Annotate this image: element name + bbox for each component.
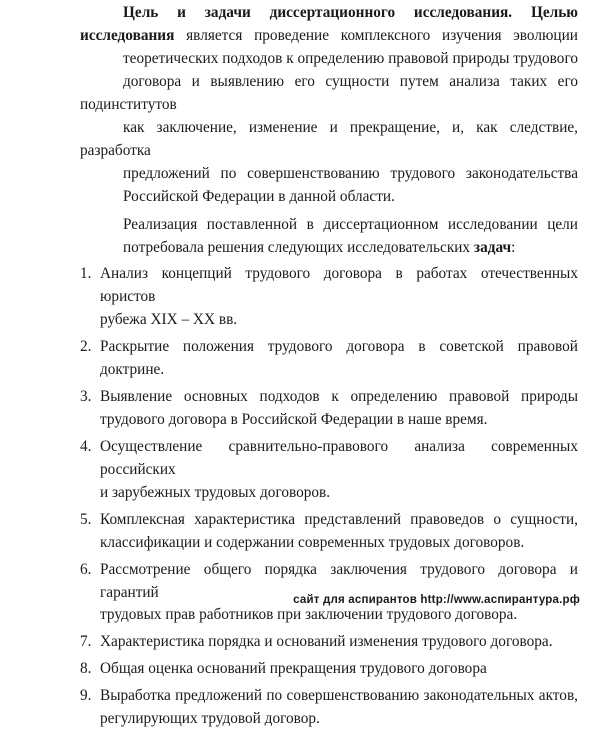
task-number: 6. (80, 560, 92, 578)
task-item (80, 336, 578, 382)
task-item (80, 436, 578, 505)
task-text-line: классификации и содержании современных трудовых договоров. (100, 533, 525, 551)
task-number: 3. (80, 388, 92, 405)
task-text-line: Рассмотрение общего порядка заключения трудового договора и гарантий (100, 560, 578, 601)
task-number: 9. (80, 687, 92, 705)
tasks-intro-colon: : (511, 239, 516, 257)
task-item (80, 386, 578, 432)
goal-line-1 (80, 2, 578, 48)
goal-line-1-rest: является проведение комплексного изучения эволюции (186, 26, 578, 44)
task-item (80, 631, 578, 654)
goal-line-2: теоретических подходов к определению правовой природы трудового (123, 49, 578, 67)
task-text-line: и зарубежных трудовых договоров. (100, 483, 331, 501)
site-footer: сайт для аспирантов http://www.аспирантура.рф (293, 593, 580, 606)
goal-paragraph (80, 2, 578, 208)
task-item (80, 658, 578, 681)
goal-heading: Цель и задачи диссертационного исследования. (123, 4, 513, 21)
task-text-line: трудовых прав работников при заключении трудового договора. (100, 606, 518, 624)
task-text-line: Выявление основных подходов к определению правовой природы (100, 388, 578, 405)
task-text-line: регулирующих трудовой договор. (100, 710, 320, 728)
task-text-line: Характеристика порядка и оснований изменения трудового договора. (100, 633, 553, 651)
task-text-line: Комплексная характеристика представлений правоведов о сущности, (100, 510, 578, 528)
task-number: 5. (80, 510, 92, 528)
task-item (80, 263, 578, 332)
tasks-intro-text: потребовала решения следующих исследовательских (123, 239, 471, 257)
task-text-line: Осуществление сравнительно-правового анализа современных российских (100, 437, 578, 478)
goal-subheading: Целью исследования (80, 4, 578, 44)
task-text-line: Раскрытие положения трудового договора в советской правовой доктрине. (100, 338, 578, 379)
tasks-intro-paragraph (80, 214, 578, 260)
goal-line-4: как заключение, изменение и прекращение, и, как следствие, разработка (80, 118, 578, 159)
goal-line-5: предложений по совершенствованию трудового законодательства (123, 164, 578, 182)
tasks-intro-line-2 (80, 237, 578, 260)
task-item (80, 509, 578, 555)
task-item (80, 685, 578, 731)
task-text-line: рубежа XIX – XX вв. (100, 311, 238, 329)
task-text-line: трудового договора в Российской Федерации в наше время. (100, 410, 488, 428)
task-text-line: Выработка предложений по совершенствованию законодательных актов, (100, 687, 578, 705)
task-list (80, 263, 578, 731)
task-number: 4. (80, 437, 92, 455)
tasks-keyword: задач (473, 239, 512, 257)
tasks-intro-line-1: Реализация поставленной в диссертационном исследовании цели (123, 216, 578, 234)
task-number: 8. (80, 660, 92, 678)
task-number: 7. (80, 633, 92, 651)
goal-line-6: Российской Федерации в данной области. (123, 187, 395, 205)
goal-line-3: договора и выявлению его сущности путем анализа таких его подинститутов (80, 72, 578, 113)
task-number: 1. (80, 265, 92, 283)
task-text-line: Анализ концепций трудового договора в работах отечественных юристов (100, 265, 578, 306)
task-number: 2. (80, 338, 92, 356)
task-text-line: Общая оценка оснований прекращения трудового договора (100, 660, 487, 678)
